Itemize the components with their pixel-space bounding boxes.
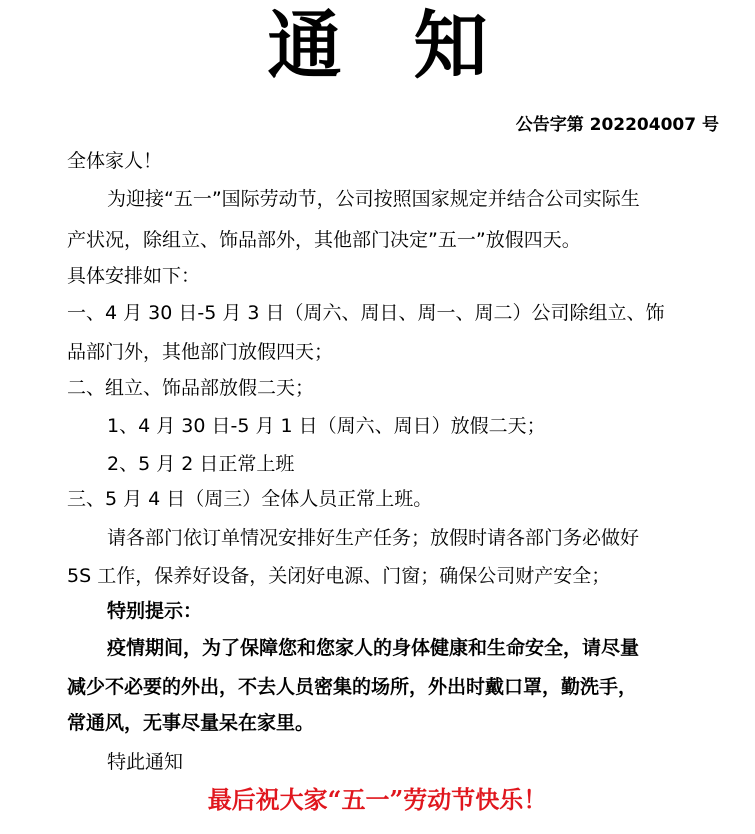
request-line-2: 5S 工作，保养好设备，关闭好电源、门窗；确保公司财产安全； [67, 565, 611, 587]
title-char-zhi: 知 [413, 3, 488, 89]
arrangement-heading: 具体安排如下： [67, 265, 201, 287]
intro-line-1: 为迎接“五一”国际劳动节，公司按照国家规定并结合公司实际生 [107, 188, 640, 210]
special-line-2: 减少不必要的外出，不去人员密集的场所，外出时戴口罩，勤洗手， [67, 676, 638, 698]
item-2-sub-1: 1、4 月 30 日-5 月 1 日（周六、周日）放假二天； [107, 415, 546, 437]
title-char-tong: 通 [267, 3, 342, 89]
reference-number: 公告字第 202204007 号 [515, 115, 719, 135]
intro-line-2: 产状况，除组立、饰品部外，其他部门决定”五一”放假四天。 [67, 229, 581, 251]
item-3: 三、5 月 4 日（周三）全体人员正常上班。 [67, 488, 433, 510]
sign-off: 特此通知 [107, 751, 184, 773]
special-heading: 特别提示： [107, 600, 203, 622]
item-2-sub-2: 2、5 月 2 日正常上班 [107, 453, 295, 475]
greeting: 全体家人！ [67, 150, 163, 172]
special-line-3: 常通风，无事尽量呆在家里。 [67, 712, 315, 734]
request-line-1: 请各部门依订单情况安排好生产任务；放假时请各部门务必做好 [107, 527, 640, 549]
item-1-line-2: 品部门外，其他部门放假四天； [67, 341, 334, 363]
closing-wish: 最后祝大家“五一”劳动节快乐！ [207, 785, 548, 814]
special-line-1: 疫情期间，为了保障您和您家人的身体健康和生命安全，请尽量 [107, 637, 640, 659]
item-1-line-1: 一、4 月 30 日-5 月 3 日（周六、周日、周一、周二）公司除组立、饰 [67, 302, 665, 324]
notice-title [0, 0, 755, 92]
item-2: 二、组立、饰品部放假二天； [67, 377, 315, 399]
